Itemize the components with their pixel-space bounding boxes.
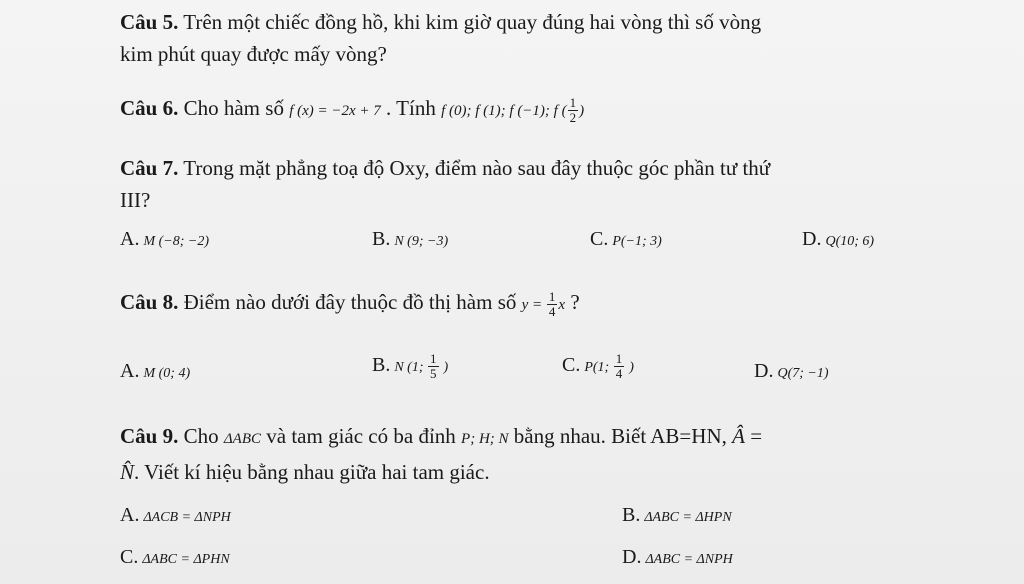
option-value: ΔACB = ΔNPH xyxy=(143,510,231,525)
option-letter: A. xyxy=(120,228,140,250)
question-8-function-post: x xyxy=(558,297,566,313)
option-value: P(1; xyxy=(584,360,613,376)
option-letter: C. xyxy=(590,228,609,250)
question-8-option-a[interactable] xyxy=(120,360,190,383)
question-8-option-b[interactable] xyxy=(372,352,448,381)
fraction-numerator: 1 xyxy=(569,94,577,110)
question-6-close-paren: ) xyxy=(579,103,585,119)
option-letter: D. xyxy=(622,546,642,568)
question-9-vertices: P; H; N xyxy=(461,431,509,447)
option-close-paren: ) xyxy=(629,360,634,376)
option-letter: D. xyxy=(802,228,822,250)
option-value: M (−8; −2) xyxy=(143,234,209,249)
question-7-line-2: III? xyxy=(120,188,151,212)
option-fraction xyxy=(428,352,439,381)
option-fraction xyxy=(614,352,625,381)
question-9-equals: = xyxy=(744,424,763,448)
question-8-text: Điểm nào dưới đây thuộc đồ thị hàm số xyxy=(178,290,522,314)
option-letter: B. xyxy=(372,228,391,250)
option-letter: B. xyxy=(622,504,641,526)
question-7-line-1 xyxy=(120,152,770,184)
fraction-denominator: 2 xyxy=(569,109,577,125)
option-value: Q(7; −1) xyxy=(777,366,829,381)
question-9-text-3: bằng nhau. Biết AB=HN, xyxy=(508,424,733,448)
question-5-text: Trên một chiếc đồng hồ, khi kim giờ quay đúng hai vòng thì số vòng xyxy=(178,10,762,34)
option-value: ΔABC = ΔHPN xyxy=(644,510,732,525)
fraction-numerator: 1 xyxy=(430,351,437,366)
question-9-angle-n: N̂ xyxy=(120,460,135,484)
question-7-option-a[interactable] xyxy=(120,228,209,251)
question-6-text: Cho hàm số xyxy=(178,96,290,120)
question-8-option-c[interactable] xyxy=(562,352,634,381)
question-7-option-c[interactable] xyxy=(590,228,662,251)
option-value: Q(10; 6) xyxy=(825,234,875,249)
question-7-text: Trong mặt phẳng toạ độ Oxy, điểm nào sau đây thuộc góc phần tư thứ xyxy=(178,156,771,180)
question-6-fraction xyxy=(568,96,579,125)
option-letter: D. xyxy=(754,360,774,382)
question-8-option-d[interactable] xyxy=(754,360,829,383)
question-9-angle-a: Â xyxy=(732,424,745,448)
fraction-denominator: 4 xyxy=(548,303,556,319)
fraction-numerator: 1 xyxy=(548,288,556,304)
option-value: N (1; xyxy=(394,360,428,376)
question-8-function-pre: y = xyxy=(521,297,546,313)
fraction-denominator: 5 xyxy=(430,366,437,381)
question-9-option-d[interactable] xyxy=(622,546,733,569)
question-9-text-2: và tam giác có ba đỉnh xyxy=(261,424,462,448)
question-5-line-2: kim phút quay được mấy vòng? xyxy=(120,42,387,66)
option-letter: C. xyxy=(120,546,139,568)
question-6 xyxy=(120,92,584,127)
question-6-text-2: . Tính xyxy=(380,96,442,120)
option-value: N (9; −3) xyxy=(394,234,449,249)
question-6-label: Câu 6. xyxy=(120,96,179,120)
question-5-line-1 xyxy=(120,6,761,38)
question-9-option-c[interactable] xyxy=(120,546,230,569)
question-5-label: Câu 5. xyxy=(120,10,179,34)
question-9-option-b[interactable] xyxy=(622,504,732,527)
option-letter: B. xyxy=(372,354,391,377)
question-8-fraction xyxy=(547,290,558,319)
question-7-label: Câu 7. xyxy=(120,156,179,180)
question-7-option-d[interactable] xyxy=(802,228,874,251)
option-letter: A. xyxy=(120,360,140,382)
question-8 xyxy=(120,286,580,321)
question-9-line-2-text: . Viết kí hiệu bằng nhau giữa hai tam giác. xyxy=(134,460,490,484)
question-7-option-b[interactable] xyxy=(372,228,448,251)
question-9-text: Cho xyxy=(178,424,224,448)
option-value: P(−1; 3) xyxy=(612,234,662,249)
question-6-function: f (x) = −2x + 7 xyxy=(289,103,381,119)
question-9-label: Câu 9. xyxy=(120,424,179,448)
question-6-evaluations: f (0); f (1); f (−1); f ( xyxy=(441,103,567,119)
option-close-paren: ) xyxy=(443,360,449,376)
question-8-label: Câu 8. xyxy=(120,290,179,314)
fraction-denominator: 4 xyxy=(615,366,623,381)
fraction-numerator: 1 xyxy=(615,351,623,366)
option-value: M (0; 4) xyxy=(143,366,191,381)
option-value: ΔABC = ΔPHN xyxy=(142,552,230,567)
question-9-line-1 xyxy=(120,420,762,455)
option-letter: C. xyxy=(562,354,581,377)
option-value: ΔABC = ΔNPH xyxy=(645,552,733,567)
option-letter: A. xyxy=(120,504,140,526)
question-9-line-2 xyxy=(120,456,490,488)
question-8-end: ? xyxy=(565,290,580,314)
question-9-option-a[interactable] xyxy=(120,504,231,527)
question-9-triangle: ΔABC xyxy=(223,431,262,447)
